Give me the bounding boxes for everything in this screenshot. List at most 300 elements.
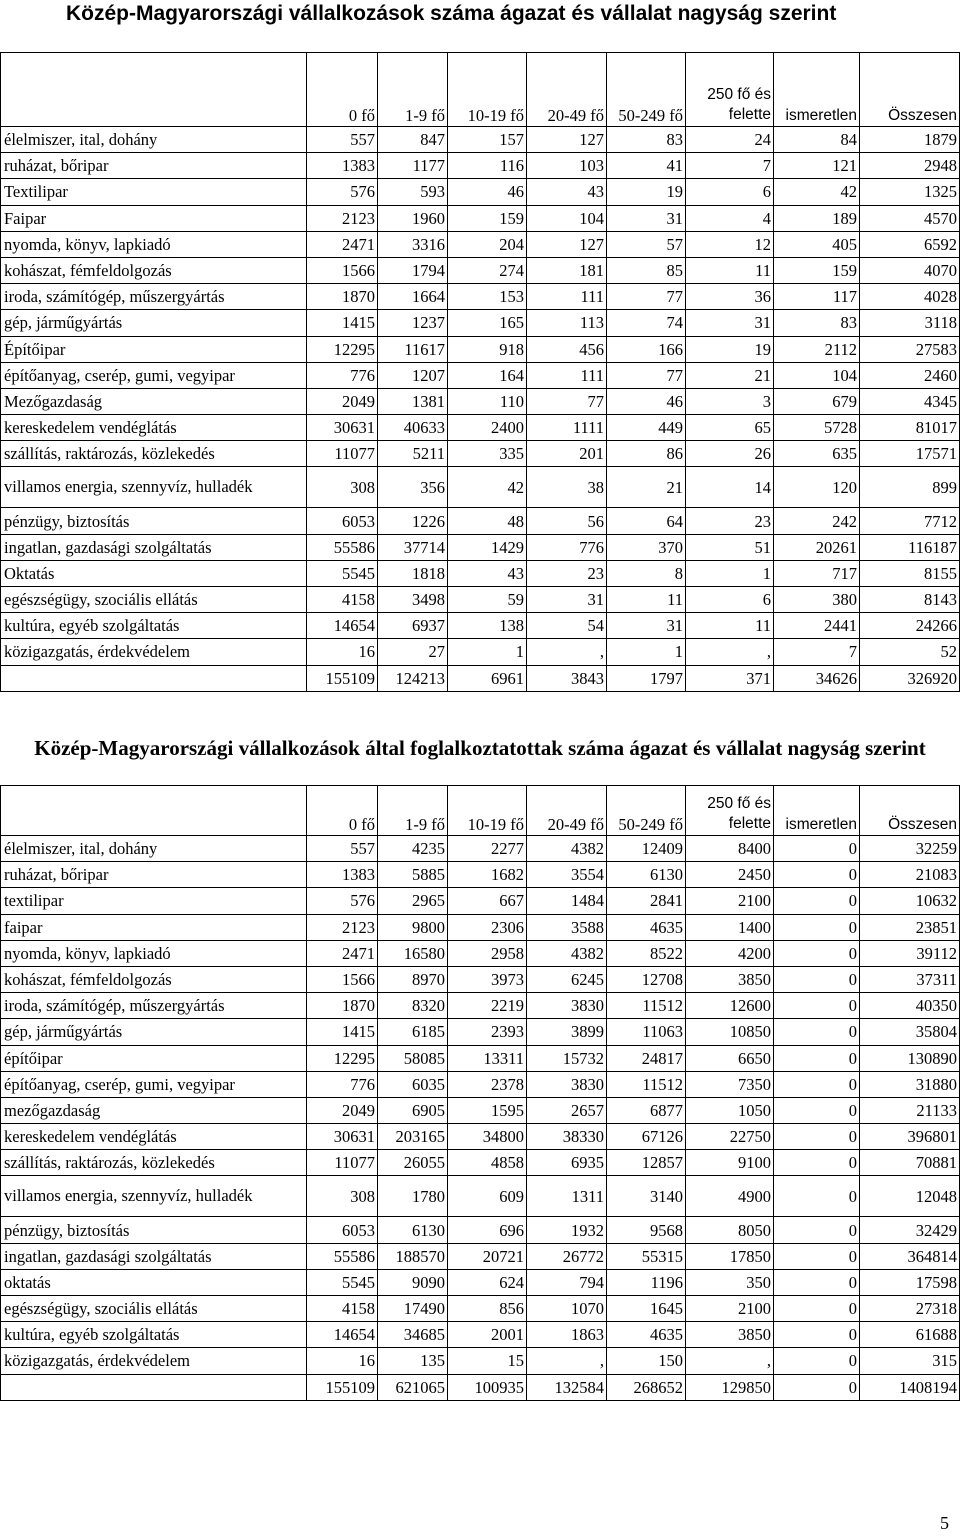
table-row [1, 179, 960, 205]
table-cell: 1566 [307, 257, 378, 283]
table-row [1, 388, 960, 414]
table-cell: 1408194 [860, 1374, 960, 1400]
table-cell: 130890 [860, 1045, 960, 1071]
table-cell: 0 [774, 1217, 860, 1243]
table-cell: 1383 [307, 862, 378, 888]
table-cell: 54 [527, 613, 607, 639]
table-cell: 1415 [307, 310, 378, 336]
table-cell: 1050 [686, 1097, 774, 1123]
table-cell: 6130 [607, 862, 686, 888]
table-cell: 116 [448, 153, 527, 179]
table-cell: , [527, 639, 607, 665]
row-label: ruházat, bőripar [1, 862, 307, 888]
table-cell: 2277 [448, 836, 527, 862]
table-cell: 13311 [448, 1045, 527, 1071]
table-cell: 0 [774, 1045, 860, 1071]
table-cell: 1870 [307, 284, 378, 310]
table-cell: 364814 [860, 1243, 960, 1269]
column-header: 250 fő és felette [686, 786, 774, 836]
column-header: ismeretlen [774, 786, 860, 836]
table-cell: 55586 [307, 1243, 378, 1269]
table-cell: 8522 [607, 940, 686, 966]
table-row [1, 441, 960, 467]
table-cell: 100935 [448, 1374, 527, 1400]
table-cell: 30631 [307, 415, 378, 441]
table-cell: 17571 [860, 441, 960, 467]
column-header [1, 786, 307, 836]
table-cell: 0 [774, 993, 860, 1019]
table-cell: 27583 [860, 336, 960, 362]
table-row [1, 1071, 960, 1097]
table-cell: 2400 [448, 415, 527, 441]
enterprise-count-table [0, 52, 960, 692]
table-cell: 696 [448, 1217, 527, 1243]
table-cell: 59 [448, 587, 527, 613]
table-cell: 1818 [378, 560, 448, 586]
table-cell: 116187 [860, 534, 960, 560]
table-cell: 0 [774, 1019, 860, 1045]
table-cell: 308 [307, 467, 378, 508]
table-cell: 9568 [607, 1217, 686, 1243]
table-cell: 6053 [307, 1217, 378, 1243]
column-header: 250 fő és felette [686, 53, 774, 127]
table-cell: 4235 [378, 836, 448, 862]
table-cell: 609 [448, 1176, 527, 1217]
table-row [1, 862, 960, 888]
table-cell: 51 [686, 534, 774, 560]
table-cell: 899 [860, 467, 960, 508]
row-label: egészségügy, szociális ellátás [1, 1296, 307, 1322]
table-cell: 1325 [860, 179, 960, 205]
table-cell: 1566 [307, 966, 378, 992]
table-cell: 34626 [774, 665, 860, 691]
table-cell: 24 [686, 127, 774, 153]
table-cell: 557 [307, 127, 378, 153]
table-cell: 621065 [378, 1374, 448, 1400]
table-cell: 3850 [686, 966, 774, 992]
table-cell: 6035 [378, 1071, 448, 1097]
table-cell: 1177 [378, 153, 448, 179]
row-label: oktatás [1, 1269, 307, 1295]
table-cell: 129850 [686, 1374, 774, 1400]
table-cell: 21 [607, 467, 686, 508]
table-cell: , [686, 1348, 774, 1374]
table-row [1, 362, 960, 388]
header-row [1, 786, 960, 836]
table-cell: 2219 [448, 993, 527, 1019]
table-cell: 918 [448, 336, 527, 362]
table-cell: 12409 [607, 836, 686, 862]
table-cell: 10850 [686, 1019, 774, 1045]
table-cell: 3850 [686, 1322, 774, 1348]
table-cell: 717 [774, 560, 860, 586]
table-cell: 35804 [860, 1019, 960, 1045]
table-cell: 1415 [307, 1019, 378, 1045]
table-cell: 3899 [527, 1019, 607, 1045]
table-cell: 794 [527, 1269, 607, 1295]
table-cell: 16580 [378, 940, 448, 966]
table-cell: 85 [607, 257, 686, 283]
table-cell: 150 [607, 1348, 686, 1374]
table-cell: 679 [774, 388, 860, 414]
table-cell: 113 [527, 310, 607, 336]
table-row [1, 508, 960, 534]
table-cell: 2123 [307, 914, 378, 940]
column-header [1, 53, 307, 127]
table-cell: 43 [448, 560, 527, 586]
page-number: 5 [940, 1513, 949, 1533]
table-row [1, 1296, 960, 1322]
table-cell: 36 [686, 284, 774, 310]
table-row [1, 1097, 960, 1123]
table-cell: 42 [774, 179, 860, 205]
table-cell: 19 [686, 336, 774, 362]
table-cell: 1932 [527, 1217, 607, 1243]
table-cell: 2450 [686, 862, 774, 888]
table-cell: 117 [774, 284, 860, 310]
table-cell: 456 [527, 336, 607, 362]
table-cell: 81017 [860, 415, 960, 441]
table-cell: 2841 [607, 888, 686, 914]
column-header: 20-49 fő [527, 786, 607, 836]
table-cell: 4345 [860, 388, 960, 414]
table-cell: 24817 [607, 1045, 686, 1071]
table-cell: 16 [307, 639, 378, 665]
table-cell: 1863 [527, 1322, 607, 1348]
table-cell: 127 [527, 231, 607, 257]
table-cell: 1484 [527, 888, 607, 914]
table-row [1, 1124, 960, 1150]
table-cell: 6130 [378, 1217, 448, 1243]
table-cell: 0 [774, 1348, 860, 1374]
table-cell: 14654 [307, 613, 378, 639]
table-cell: , [527, 1348, 607, 1374]
table-cell: 159 [448, 205, 527, 231]
table-cell: 3843 [527, 665, 607, 691]
table-cell: , [686, 639, 774, 665]
table-cell: 17490 [378, 1296, 448, 1322]
table-row [1, 467, 960, 508]
table-cell: 26772 [527, 1243, 607, 1269]
table-cell: 5545 [307, 560, 378, 586]
table-cell: 83 [774, 310, 860, 336]
table-cell: 8143 [860, 587, 960, 613]
table-cell: 4382 [527, 836, 607, 862]
row-label: ruházat, bőripar [1, 153, 307, 179]
table-cell: 6 [686, 587, 774, 613]
table-cell: 0 [774, 1296, 860, 1322]
table-cell: 5728 [774, 415, 860, 441]
table-cell: 576 [307, 179, 378, 205]
table-cell: 6185 [378, 1019, 448, 1045]
table-cell: 12708 [607, 966, 686, 992]
row-label: faipar [1, 914, 307, 940]
table-cell: 41 [607, 153, 686, 179]
column-header: 1-9 fő [378, 53, 448, 127]
table-cell: 11063 [607, 1019, 686, 1045]
table-cell: 15732 [527, 1045, 607, 1071]
table-cell: 9090 [378, 1269, 448, 1295]
row-label: villamos energia, szennyvíz, hulladék [1, 1176, 307, 1217]
row-label: textilipar [1, 888, 307, 914]
table-cell: 9800 [378, 914, 448, 940]
table-cell: 2471 [307, 231, 378, 257]
table-cell: 188570 [378, 1243, 448, 1269]
row-label: Oktatás [1, 560, 307, 586]
table-cell: 12048 [860, 1176, 960, 1217]
table-cell: 370 [607, 534, 686, 560]
table-cell: 32429 [860, 1217, 960, 1243]
table-cell: 110 [448, 388, 527, 414]
table-cell: 37311 [860, 966, 960, 992]
column-header: Összesen [860, 786, 960, 836]
table-row [1, 940, 960, 966]
table-cell: 52 [860, 639, 960, 665]
table-cell: 3316 [378, 231, 448, 257]
table-cell: 155109 [307, 1374, 378, 1400]
table-cell: 10632 [860, 888, 960, 914]
table-cell: 3588 [527, 914, 607, 940]
table-cell: 308 [307, 1176, 378, 1217]
table-cell: 12600 [686, 993, 774, 1019]
table-row [1, 415, 960, 441]
table-cell: 3 [686, 388, 774, 414]
table-cell: 7 [686, 153, 774, 179]
row-label: iroda, számítógép, műszergyártás [1, 993, 307, 1019]
row-label: mezőgazdaság [1, 1097, 307, 1123]
table-cell: 0 [774, 1243, 860, 1269]
column-header: 10-19 fő [448, 786, 527, 836]
table-cell: 3830 [527, 993, 607, 1019]
table-row [1, 1322, 960, 1348]
table-cell: 0 [774, 1322, 860, 1348]
table-cell: 0 [774, 966, 860, 992]
row-label: szállítás, raktározás, közlekedés [1, 1150, 307, 1176]
table-cell: 17598 [860, 1269, 960, 1295]
row-label: Faipar [1, 205, 307, 231]
table-cell: 6 [686, 179, 774, 205]
table-cell: 132584 [527, 1374, 607, 1400]
table-cell: 12857 [607, 1150, 686, 1176]
table-cell: 1196 [607, 1269, 686, 1295]
table-cell: 201 [527, 441, 607, 467]
row-label: pénzügy, biztosítás [1, 508, 307, 534]
table-row [1, 836, 960, 862]
table-row [1, 665, 960, 691]
table-cell: 17850 [686, 1243, 774, 1269]
table-row [1, 257, 960, 283]
table-cell: 166 [607, 336, 686, 362]
table-cell: 26 [686, 441, 774, 467]
table-row [1, 587, 960, 613]
table-cell: 38 [527, 467, 607, 508]
column-header: 50-249 fő [607, 53, 686, 127]
table-cell: 65 [686, 415, 774, 441]
header-row [1, 53, 960, 127]
table-cell: 1797 [607, 665, 686, 691]
table-cell: 776 [527, 534, 607, 560]
table-cell: 8 [607, 560, 686, 586]
table-cell: 315 [860, 1348, 960, 1374]
table-cell: 268652 [607, 1374, 686, 1400]
table-cell: 3830 [527, 1071, 607, 1097]
table-cell: 1870 [307, 993, 378, 1019]
row-label: gép, járműgyártás [1, 310, 307, 336]
column-header: ismeretlen [774, 53, 860, 127]
row-label: kultúra, egyéb szolgáltatás [1, 1322, 307, 1348]
row-label: közigazgatás, érdekvédelem [1, 639, 307, 665]
table-cell: 67126 [607, 1124, 686, 1150]
table-cell: 57 [607, 231, 686, 257]
table-cell: 111 [527, 362, 607, 388]
table-cell: 2441 [774, 613, 860, 639]
table-cell: 8320 [378, 993, 448, 1019]
table-cell: 20261 [774, 534, 860, 560]
table-cell: 350 [686, 1269, 774, 1295]
table-cell: 0 [774, 940, 860, 966]
table-cell: 40350 [860, 993, 960, 1019]
table-cell: 0 [774, 862, 860, 888]
table-row [1, 1176, 960, 1217]
table-cell: 165 [448, 310, 527, 336]
table-cell: 274 [448, 257, 527, 283]
table-cell: 12295 [307, 1045, 378, 1071]
table-cell: 7350 [686, 1071, 774, 1097]
column-header: 20-49 fő [527, 53, 607, 127]
table-cell: 4900 [686, 1176, 774, 1217]
row-label: nyomda, könyv, lapkiadó [1, 940, 307, 966]
table-cell: 203165 [378, 1124, 448, 1150]
table-cell: 1111 [527, 415, 607, 441]
table-cell: 0 [774, 1150, 860, 1176]
table-cell: 31 [527, 587, 607, 613]
table-row [1, 534, 960, 560]
table-cell: 380 [774, 587, 860, 613]
table-cell: 4858 [448, 1150, 527, 1176]
table-cell: 2100 [686, 1296, 774, 1322]
column-header: 50-249 fő [607, 786, 686, 836]
table-cell: 61688 [860, 1322, 960, 1348]
table-cell: 576 [307, 888, 378, 914]
table-cell: 2112 [774, 336, 860, 362]
table-cell: 15 [448, 1348, 527, 1374]
row-label [1, 665, 307, 691]
table-cell: 6961 [448, 665, 527, 691]
row-label: élelmiszer, ital, dohány [1, 836, 307, 862]
table-cell: 1400 [686, 914, 774, 940]
table-cell: 1794 [378, 257, 448, 283]
table-cell: 557 [307, 836, 378, 862]
row-label: építőipar [1, 1045, 307, 1071]
row-label: élelmiszer, ital, dohány [1, 127, 307, 153]
table-cell: 30631 [307, 1124, 378, 1150]
table-cell: 32259 [860, 836, 960, 862]
table-cell: 356 [378, 467, 448, 508]
table-cell: 2049 [307, 388, 378, 414]
table-row [1, 914, 960, 940]
table-cell: 1 [448, 639, 527, 665]
table-cell: 593 [378, 179, 448, 205]
table-cell: 104 [527, 205, 607, 231]
table-cell: 104 [774, 362, 860, 388]
table-cell: 20721 [448, 1243, 527, 1269]
table-cell: 48 [448, 508, 527, 534]
table-cell: 1780 [378, 1176, 448, 1217]
table-row [1, 1269, 960, 1295]
table-cell: 6053 [307, 508, 378, 534]
table-cell: 31 [607, 205, 686, 231]
table-cell: 6935 [527, 1150, 607, 1176]
table-cell: 38330 [527, 1124, 607, 1150]
table-cell: 159 [774, 257, 860, 283]
table-cell: 8970 [378, 966, 448, 992]
table-cell: 4158 [307, 587, 378, 613]
table-cell: 1070 [527, 1296, 607, 1322]
table-cell: 635 [774, 441, 860, 467]
table-cell: 1664 [378, 284, 448, 310]
table-cell: 6877 [607, 1097, 686, 1123]
table-cell: 14654 [307, 1322, 378, 1348]
row-label: ingatlan, gazdasági szolgáltatás [1, 1243, 307, 1269]
table-cell: 8400 [686, 836, 774, 862]
table-cell: 42 [448, 467, 527, 508]
table-cell: 55315 [607, 1243, 686, 1269]
table-cell: 9100 [686, 1150, 774, 1176]
table-cell: 46 [448, 179, 527, 205]
table-cell: 155109 [307, 665, 378, 691]
table-cell: 8050 [686, 1217, 774, 1243]
table-cell: 11 [686, 613, 774, 639]
table-cell: 46 [607, 388, 686, 414]
table-cell: 6905 [378, 1097, 448, 1123]
row-label: nyomda, könyv, lapkiadó [1, 231, 307, 257]
table-cell: 0 [774, 888, 860, 914]
table-cell: 120 [774, 467, 860, 508]
row-label: kohászat, fémfeldolgozás [1, 966, 307, 992]
table-row [1, 560, 960, 586]
table-cell: 5885 [378, 862, 448, 888]
row-label: ingatlan, gazdasági szolgáltatás [1, 534, 307, 560]
table-cell: 4200 [686, 940, 774, 966]
row-label: egészségügy, szociális ellátás [1, 587, 307, 613]
column-header: Összesen [860, 53, 960, 127]
table-cell: 1960 [378, 205, 448, 231]
column-header: 10-19 fő [448, 53, 527, 127]
table-row [1, 127, 960, 153]
table-cell: 0 [774, 1097, 860, 1123]
table-row [1, 639, 960, 665]
table-cell: 43 [527, 179, 607, 205]
table-cell: 4635 [607, 914, 686, 940]
table-row [1, 284, 960, 310]
table-cell: 40633 [378, 415, 448, 441]
table-cell: 2471 [307, 940, 378, 966]
table-row [1, 1348, 960, 1374]
table-cell: 27 [378, 639, 448, 665]
table-cell: 16 [307, 1348, 378, 1374]
row-label: iroda, számítógép, műszergyártás [1, 284, 307, 310]
row-label: kohászat, fémfeldolgozás [1, 257, 307, 283]
table-cell: 1595 [448, 1097, 527, 1123]
row-label: szállítás, raktározás, közlekedés [1, 441, 307, 467]
table-cell: 1 [686, 560, 774, 586]
row-label: Textilipar [1, 179, 307, 205]
table-cell: 12295 [307, 336, 378, 362]
row-label: pénzügy, biztosítás [1, 1217, 307, 1243]
table-cell: 4382 [527, 940, 607, 966]
table-cell: 2100 [686, 888, 774, 914]
table-cell: 4570 [860, 205, 960, 231]
